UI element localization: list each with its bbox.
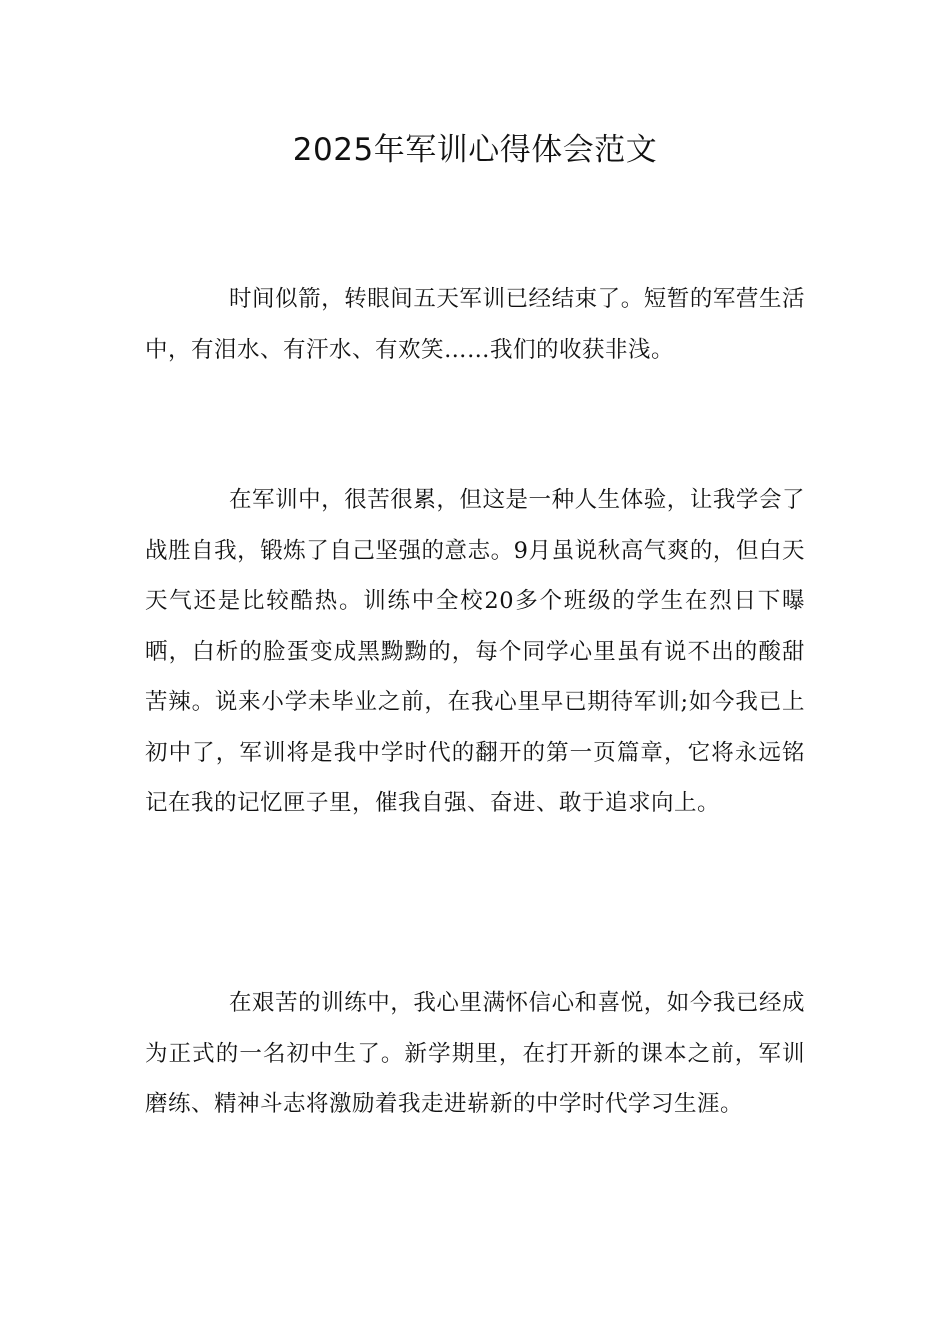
paragraph-2: 在军训中，很苦很累，但这是一种人生体验，让我学会了战胜自我，锻炼了自己坚强的意志。9月虽说秋高气爽的，但白天天气还是比较酷热。训练中全校20多个班级的学生在烈日下曝晒，白析的脸蛋变成黑黝黝的，每个同学心里虽有说不出的酸甜苦辣。说来小学未毕业之前，在我心里早已期待军训;如今我已上初中了，军训将是我中学时代的翻开的第一页篇章，它将永远铭记在我的记忆匣子里，催我自强、奋进、敢于追求向上。 [145,487,805,816]
paragraph-3: 在艰苦的训练中，我心里满怀信心和喜悦，如今我已经成为正式的一名初中生了。新学期里，在打开新的课本之前，军训磨练、精神斗志将激励着我走进崭新的中学时代学习生涯。 [145,990,805,1117]
document-title: 2025年军训心得体会范文 [292,132,658,168]
paragraph-1: 时间似箭，转眼间五天军训已经结束了。短暂的军营生活中，有泪水、有汗水、有欢笑……我们的收获非浅。 [145,286,805,363]
